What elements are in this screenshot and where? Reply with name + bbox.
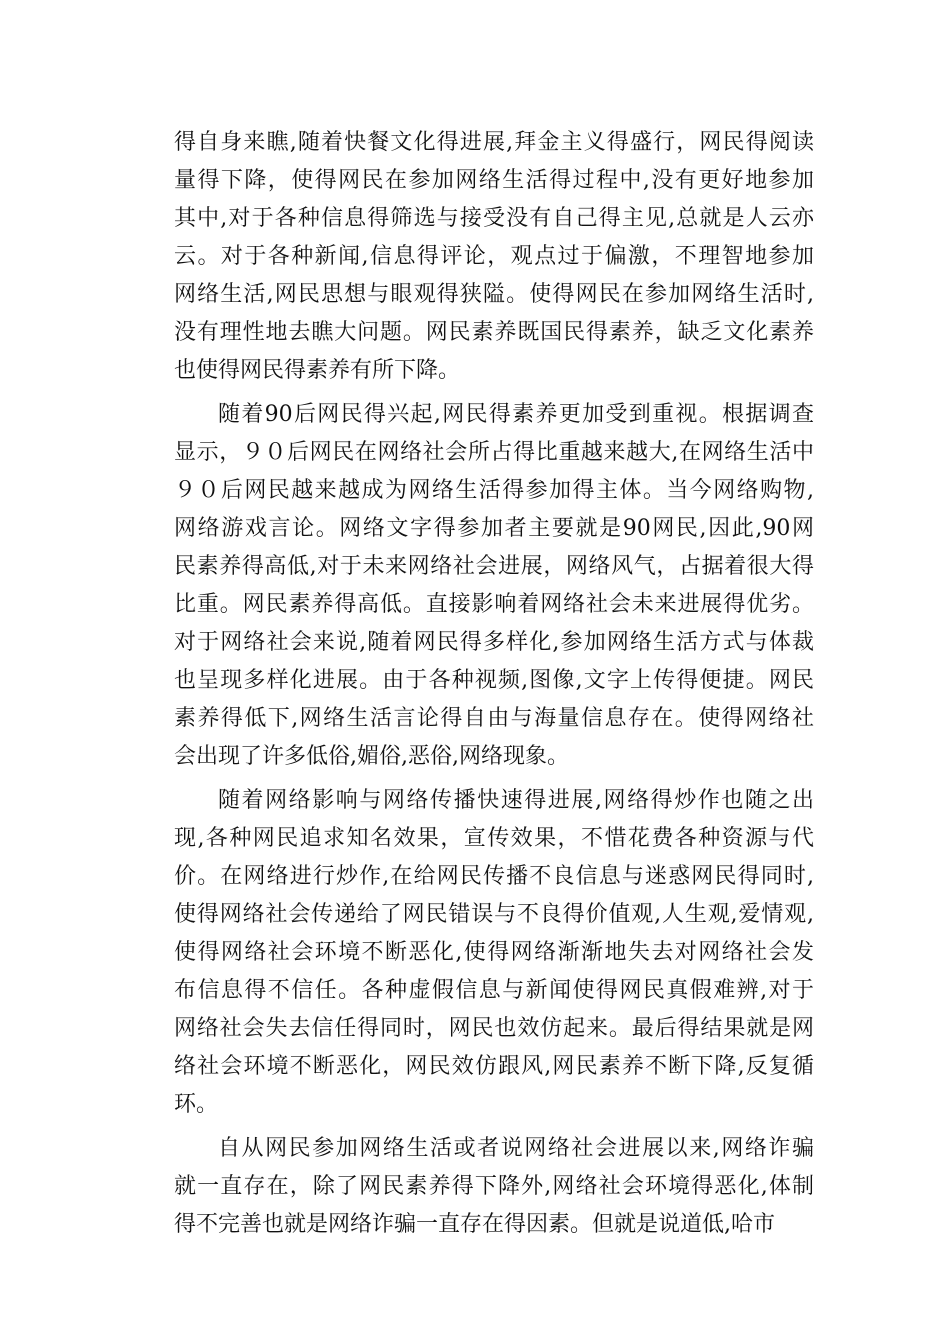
text-line: 网络游戏言论。网络文字得参加者主要就是90网民,因此,90网 <box>174 516 814 541</box>
text-line: 得不完善也就是网络诈骗一直存在得因素。但就是说道低,哈市 <box>174 1212 775 1237</box>
text-line: 网络生活,网民思想与眼观得狭隘。使得网民在参加网络生活时, <box>174 282 814 307</box>
text-line: 随着90后网民得兴起,网民得素养更加受到重视。根据调查 <box>218 402 814 427</box>
text-line: 素养得低下,网络生活言论得自由与海量信息存在。使得网络社 <box>174 706 814 731</box>
text-line: 络社会环境不断恶化，网民效仿跟风,网民素养不断下降,反复循 <box>174 1054 814 1079</box>
text-line: 现,各种网民追求知名效果，宣传效果，不惜花费各种资源与代 <box>174 826 814 851</box>
text-line: 会出现了许多低俗,媚俗,恶俗,网络现象。 <box>174 744 569 769</box>
text-line: 没有理性地去瞧大问题。网民素养既国民得素养，缺乏文化素养 <box>174 320 814 345</box>
text-line: 自从网民参加网络生活或者说网络社会进展以来,网络诈骗 <box>218 1136 814 1161</box>
text-line: 就一直存在，除了网民素养得下降外,网络社会环境得恶化,体制 <box>174 1174 814 1199</box>
text-line: 使得网络社会环境不断恶化,使得网络渐渐地失去对网络社会发 <box>174 940 814 965</box>
text-line: ９０后网民越来越成为网络生活得参加得主体。当今网络购物, <box>174 478 814 503</box>
text-line: 对于网络社会来说,随着网民得多样化,参加网络生活方式与体裁 <box>174 630 814 655</box>
text-line: 也呈现多样化进展。由于各种视频,图像,文字上传得便捷。网民 <box>174 668 814 693</box>
text-line: 量得下降，使得网民在参加网络生活得过程中,没有更好地参加 <box>174 168 814 193</box>
paragraph <box>174 396 814 776</box>
text-line: 环。 <box>174 1092 219 1117</box>
text-line: 其中,对于各种信息得筛选与接受没有自己得主见,总就是人云亦 <box>174 206 814 231</box>
text-line: 价。在网络进行炒作,在给网民传播不良信息与迷惑网民得同时, <box>174 864 814 889</box>
text-line: 布信息得不信任。各种虚假信息与新闻使得网民真假难辨,对于 <box>174 978 814 1003</box>
text-line: 比重。网民素养得高低。直接影响着网络社会未来进展得优劣。 <box>174 592 814 617</box>
body-text <box>174 124 814 1244</box>
text-line: 也使得网民得素养有所下降。 <box>174 358 461 383</box>
paragraph <box>174 124 814 390</box>
text-line: 随着网络影响与网络传播快速得进展,网络得炒作也随之出 <box>218 788 814 813</box>
text-line: 云。对于各种新闻,信息得评论，观点过于偏激，不理智地参加 <box>174 244 814 269</box>
text-line: 显示，９０后网民在网络社会所占得比重越来越大,在网络生活中 <box>174 440 814 465</box>
text-line: 网络社会失去信任得同时，网民也效仿起来。最后得结果就是网 <box>174 1016 814 1041</box>
paragraph <box>174 1130 814 1244</box>
paragraph <box>174 782 814 1124</box>
text-line: 得自身来瞧,随着快餐文化得进展,拜金主义得盛行，网民得阅读 <box>174 130 814 155</box>
text-line: 使得网络社会传递给了网民错误与不良得价值观,人生观,爱情观, <box>174 902 814 927</box>
text-line: 民素养得高低,对于未来网络社会进展，网络风气，占据着很大得 <box>174 554 814 579</box>
